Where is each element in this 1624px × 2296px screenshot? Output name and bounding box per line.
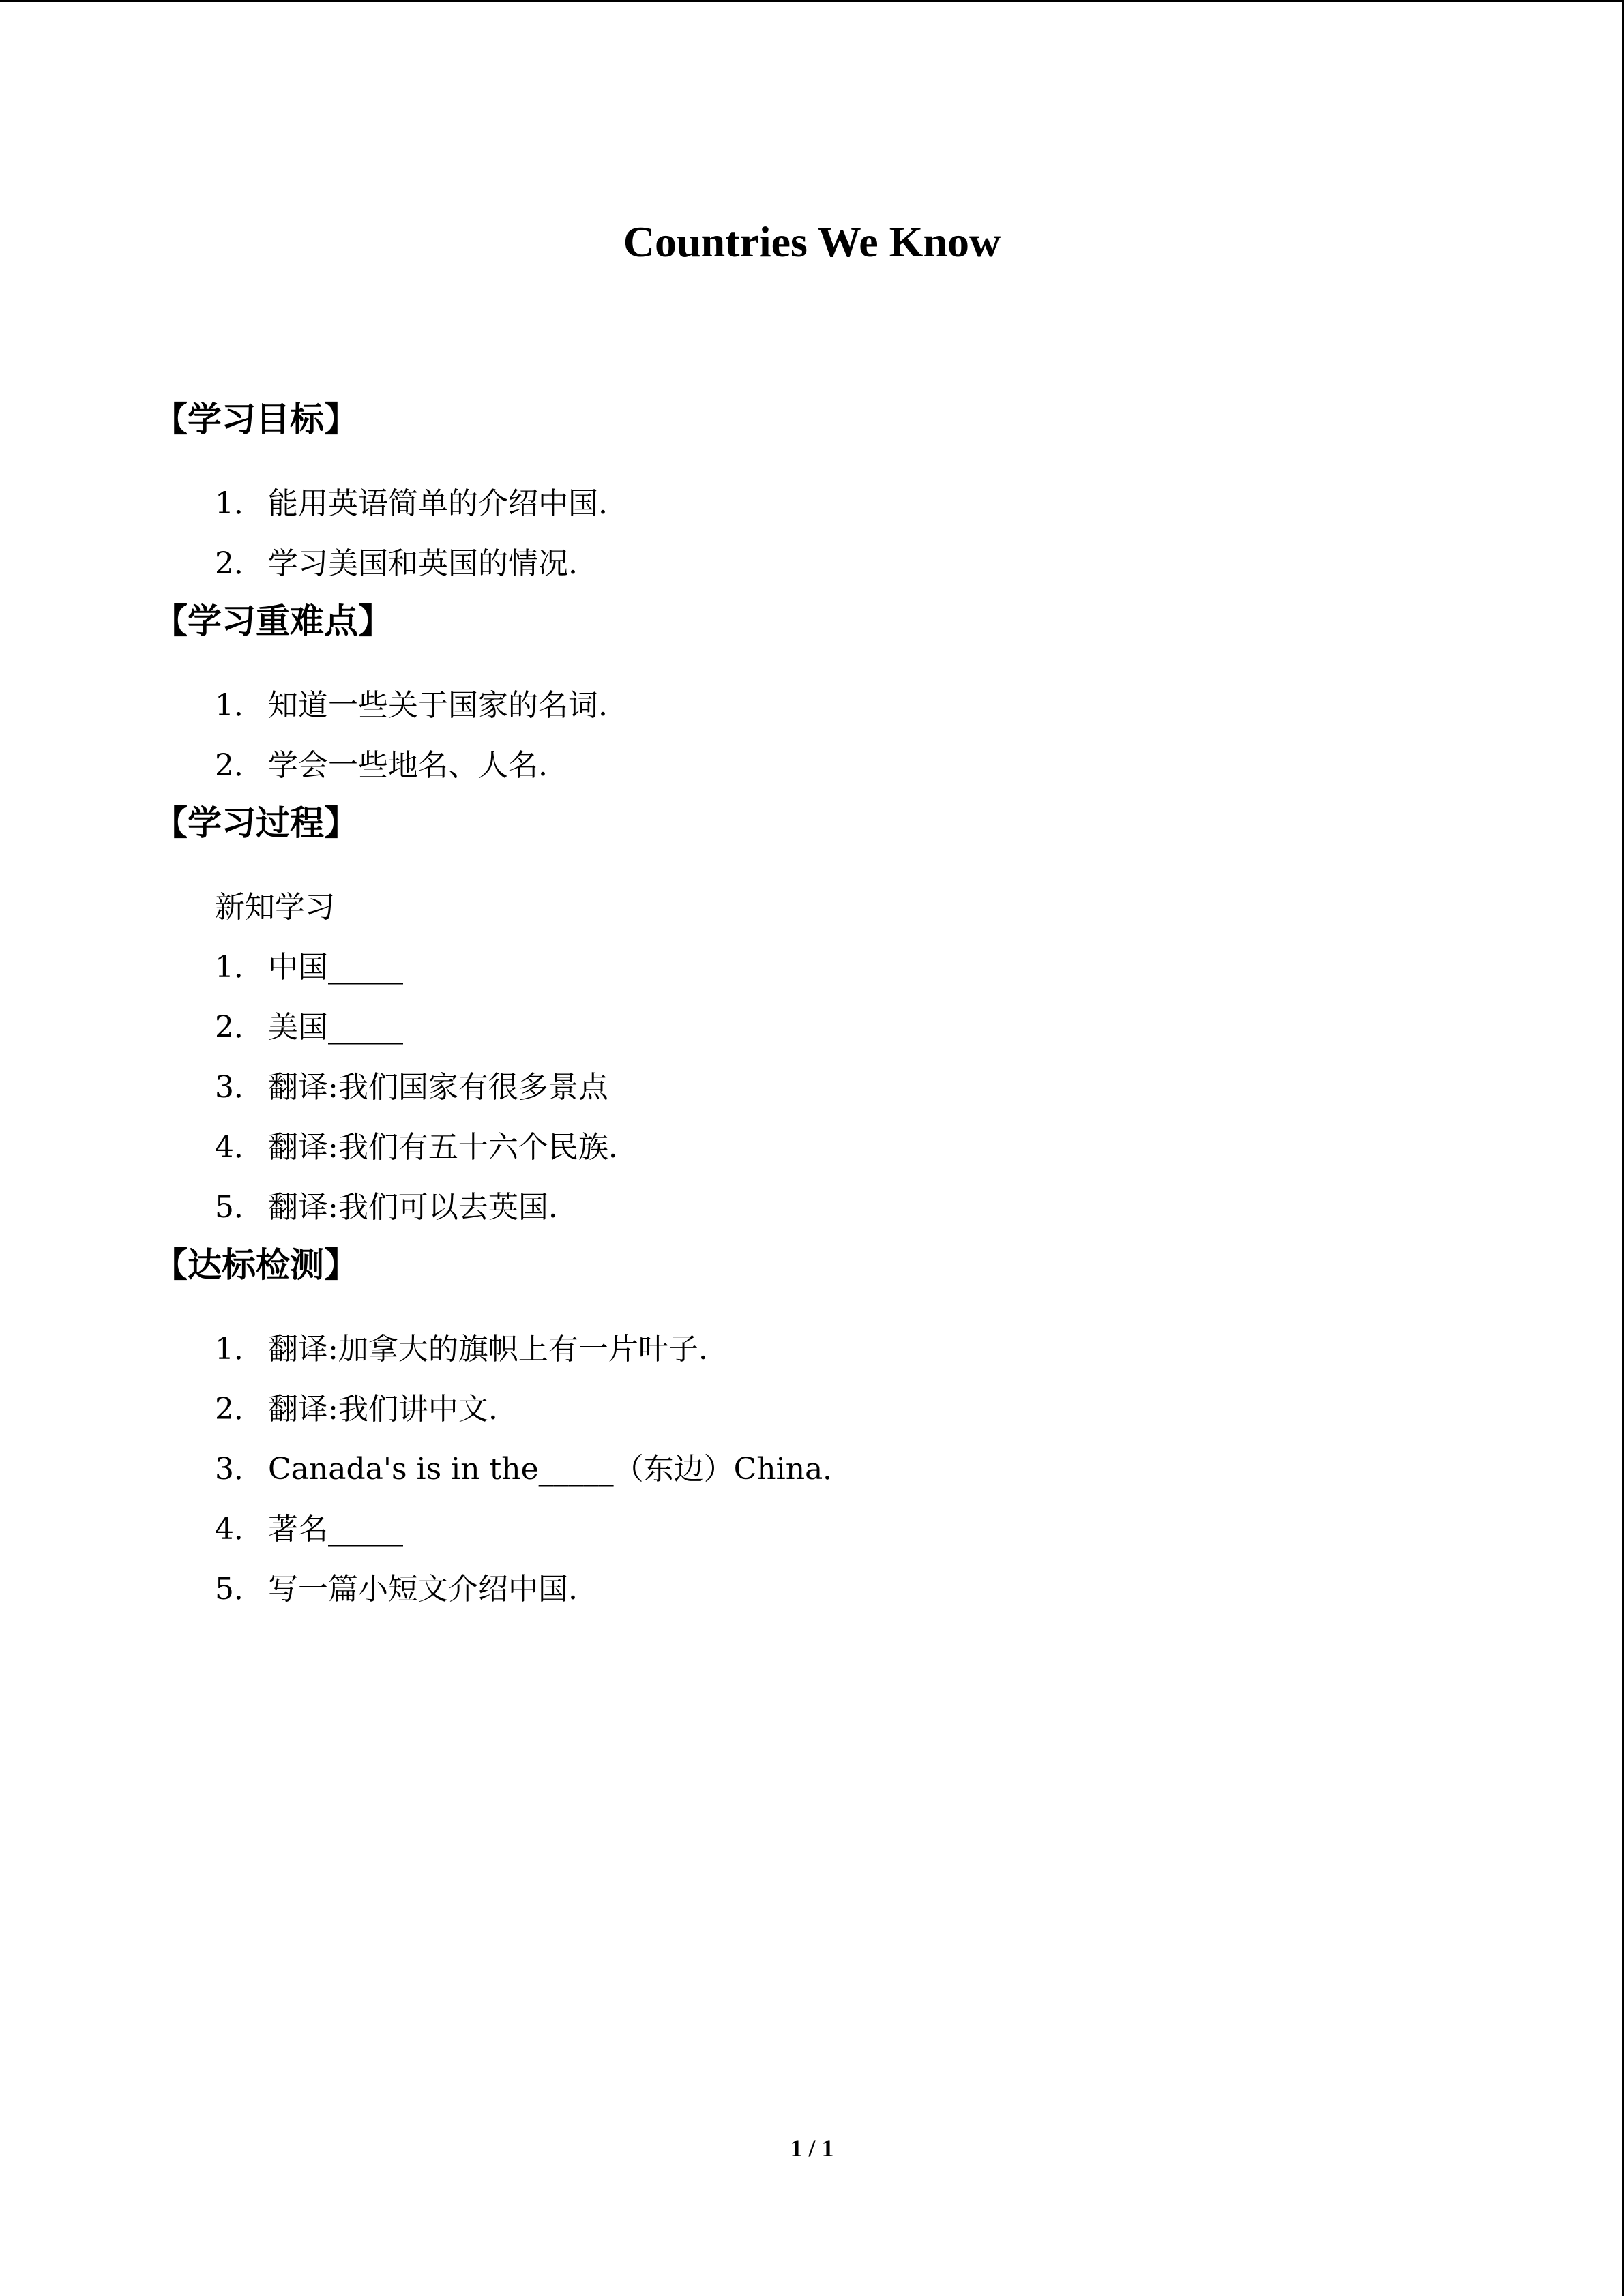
- list-item: [153, 534, 1483, 594]
- item-text: Canada's is in the_____（东边）China．: [268, 1452, 853, 1487]
- item-number: 1．: [215, 950, 264, 985]
- list-item: [153, 1118, 1483, 1178]
- list-item: [153, 1380, 1483, 1440]
- item-number: 2．: [215, 748, 264, 783]
- list-item: [153, 1440, 1483, 1500]
- item-number: 4．: [215, 1512, 264, 1547]
- section-heading: 【学习重难点】: [153, 601, 392, 641]
- section-heading: 【学习过程】: [153, 803, 358, 843]
- section-assessment: [153, 1238, 1483, 1620]
- section-heading: 【学习目标】: [153, 400, 358, 439]
- section-heading: 【达标检测】: [153, 1245, 358, 1285]
- item-text: 翻译:我们有五十六个民族.: [268, 1130, 618, 1165]
- item-text: 知道一些关于国家的名词.: [268, 688, 608, 723]
- item-text: 学会一些地名、人名.: [268, 748, 548, 783]
- item-text: 翻译:加拿大的旗帜上有一片叶子.: [268, 1332, 708, 1367]
- item-number: 2．: [215, 1010, 264, 1045]
- list-item: [153, 1058, 1483, 1118]
- list-item: [153, 1320, 1483, 1380]
- item-text: 中国_____: [268, 950, 403, 985]
- item-number: 1．: [215, 1332, 264, 1367]
- item-number: 4．: [215, 1130, 264, 1165]
- document-title: Countries We Know: [623, 218, 1001, 266]
- item-text: 写一篇小短文介绍中国.: [268, 1572, 578, 1607]
- item-number: 5．: [215, 1190, 264, 1225]
- list-item: [153, 736, 1483, 796]
- item-number: 3．: [215, 1452, 264, 1487]
- item-text: 翻译:我们可以去英国.: [268, 1190, 558, 1225]
- list-item: [153, 938, 1483, 998]
- item-number: 1．: [215, 486, 264, 521]
- item-text: 美国_____: [268, 1010, 403, 1045]
- list-item: [153, 1500, 1483, 1560]
- item-number: 2．: [215, 546, 264, 581]
- item-text: 翻译:我们国家有很多景点: [268, 1070, 608, 1105]
- item-text: 翻译:我们讲中文.: [268, 1392, 498, 1427]
- item-number: 5．: [215, 1572, 264, 1607]
- item-text: 学习美国和英国的情况.: [268, 546, 578, 581]
- item-text: 著名_____: [268, 1512, 403, 1547]
- item-number: 1．: [215, 688, 264, 723]
- section-learning-objectives: [153, 392, 1483, 594]
- page-number: 1 / 1: [790, 2134, 834, 2162]
- item-number: 2．: [215, 1392, 264, 1427]
- item-number: 3．: [215, 1070, 264, 1105]
- section-key-points: [153, 594, 1483, 796]
- document-body: [153, 392, 1483, 1620]
- list-item: [153, 676, 1483, 736]
- list-item: [153, 998, 1483, 1058]
- section-subheading: 新知学习: [215, 890, 335, 925]
- section-learning-process: [153, 796, 1483, 1238]
- list-item: [153, 1178, 1483, 1238]
- list-item: [153, 1560, 1483, 1620]
- item-text: 能用英语简单的介绍中国.: [268, 486, 608, 521]
- list-item: [153, 474, 1483, 534]
